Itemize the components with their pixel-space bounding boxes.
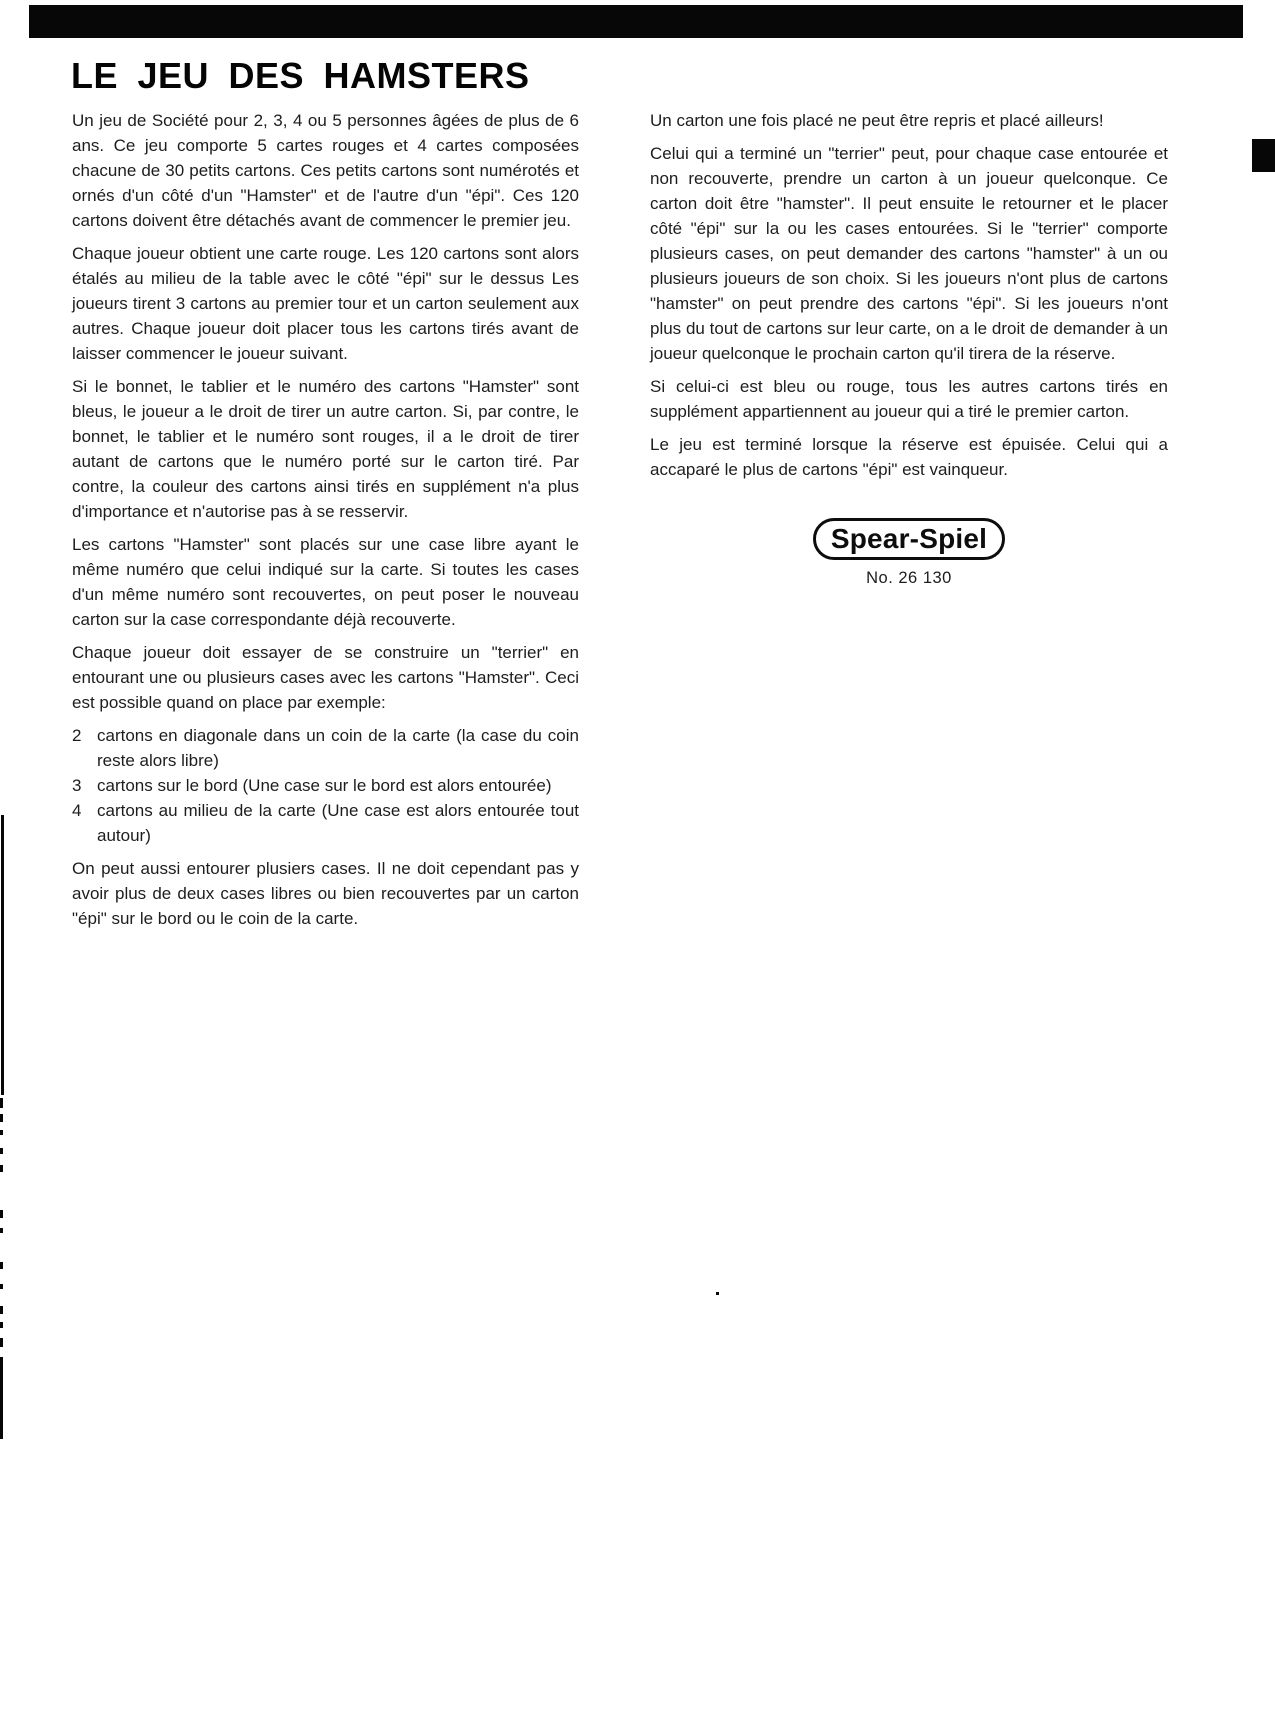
list-item-number: 4 <box>72 801 82 820</box>
left-column <box>72 108 579 939</box>
scan-artifact-left-tick <box>0 1306 3 1314</box>
paragraph-terrier-reward: Celui qui a terminé un "terrier" peut, pour chaque case entourée et non recouverte, prendre un carton à un joueur quelconque. Ce carton doit être "hamster". Il peut ensuite le retourner et le placer côté "épi" sur la ou les cases entourées. Si le "terrier" comporte plusieurs cases, on peut demander des cartons "hamster" à un ou plusieurs joueurs de son choix. Si les joueurs n'ont plus de cartons "hamster" on peut prendre des cartons "épi". Si les joueurs n'ont plus du tout de cartons sur leur carte, on a le droit de demander à un joueur quelconque le prochain carton qu'il tirera de la réserve. <box>650 144 1168 363</box>
scan-artifact-left-line <box>1 815 4 1095</box>
scan-artifact-left-tick <box>0 1210 3 1218</box>
scan-artifact-left-tick <box>0 1338 3 1347</box>
list-item <box>72 773 579 798</box>
paragraph-colors-rule: Si le bonnet, le tablier et le numéro des cartons "Hamster" sont bleus, le joueur a le droit de tirer un autre carton. Si, par contre, le bonnet, le tablier et le numéro sont rouges, il a le droit de tirer autant de cartons que le numéro porté sur le carton tiré. Par contre, la couleur des cartons ainsi tirés en supplément n'a plus d'importance et n'autorise pas à se resservir. <box>72 377 579 521</box>
scan-artifact-left-tick <box>0 1284 3 1289</box>
scan-artifact-left-tick <box>0 1114 3 1122</box>
scan-artifact-dot <box>716 1292 719 1295</box>
list-item-number: 3 <box>72 776 82 795</box>
paragraph-no-replacement: Un carton une fois placé ne peut être repris et placé ailleurs! <box>650 111 1104 130</box>
paragraph-intro: Un jeu de Société pour 2, 3, 4 ou 5 personnes âgées de plus de 6 ans. Ce jeu comporte 5 cartes rouges et 4 cartes composées chacune de 30 petits cartons. Ces petits cartons sont numérotés et ornés d'un côté d'un "Hamster" et de l'autre d'un "épi". Ces 120 cartons doivent être détachés avant de commencer le premier jeu. <box>72 111 579 230</box>
scan-artifact-left-tick <box>0 1165 3 1172</box>
right-column <box>650 108 1168 588</box>
publisher-block <box>650 518 1168 588</box>
list-item <box>72 798 579 848</box>
paragraph-blue-red-rule: Si celui-ci est bleu ou rouge, tous les autres cartons tirés en supplément appartiennent au joueur qui a tiré le premier carton. <box>650 377 1168 421</box>
paragraph-terrier-rule: Chaque joueur doit essayer de se construire un "terrier" en entourant une ou plusieurs cases avec les cartons "Hamster". Ceci est possible quand on place par exemple: <box>72 643 579 712</box>
list-item-text: cartons sur le bord (Une case sur le bord est alors entourée) <box>97 776 552 795</box>
list-item-number: 2 <box>72 726 82 745</box>
scan-artifact-left-tick <box>0 1098 3 1108</box>
scan-artifact-right-edge-mark <box>1252 139 1275 172</box>
paragraph-end-of-game: Le jeu est terminé lorsque la réserve est épuisée. Celui qui a accaparé le plus de cartons "épi" est vainqueur. <box>650 435 1168 479</box>
list-item-text: cartons en diagonale dans un coin de la carte (la case du coin reste alors libre) <box>97 726 579 770</box>
list-item <box>72 723 579 773</box>
scan-artifact-left-tick <box>0 1148 3 1154</box>
scan-artifact-left-tick <box>0 1322 3 1328</box>
page-title: LE JEU DES HAMSTERS <box>71 55 530 96</box>
paragraph-setup: Chaque joueur obtient une carte rouge. Les 120 cartons sont alors étalés au milieu de la table avec le côté "épi" sur le dessus Les joueurs tirent 3 cartons au premier tour et un carton seulement aux autres. Chaque joueur doit placer tous les cartons tirés avant de laisser commencer le joueur suivant. <box>72 244 579 363</box>
scan-artifact-left-tick <box>0 1228 3 1233</box>
scan-artifact-left-tick <box>0 1130 3 1135</box>
paragraph-placement-rule: Les cartons "Hamster" sont placés sur une case libre ayant le même numéro que celui indiqué sur la carte. Si toutes les cases d'un même numéro sont recouvertes, on peut poser le nouveau carton sur la case correspondante déjà recouverte. <box>72 535 579 629</box>
scan-artifact-top-bar <box>29 5 1243 38</box>
product-number: No. 26 130 <box>866 569 952 587</box>
examples-list <box>72 723 579 848</box>
scan-artifact-left-line-lower <box>0 1357 3 1439</box>
list-item-text: cartons au milieu de la carte (Une case est alors entourée tout autour) <box>97 801 579 845</box>
spear-spiel-logo: Spear-Spiel <box>813 518 1005 560</box>
scan-artifact-left-tick <box>0 1262 3 1269</box>
paragraph-enclosure-limit: On peut aussi entourer plusiers cases. Il ne doit cependant pas y avoir plus de deux cases libres ou bien recouvertes par un carton "épi" sur le bord ou le coin de la carte. <box>72 859 579 928</box>
